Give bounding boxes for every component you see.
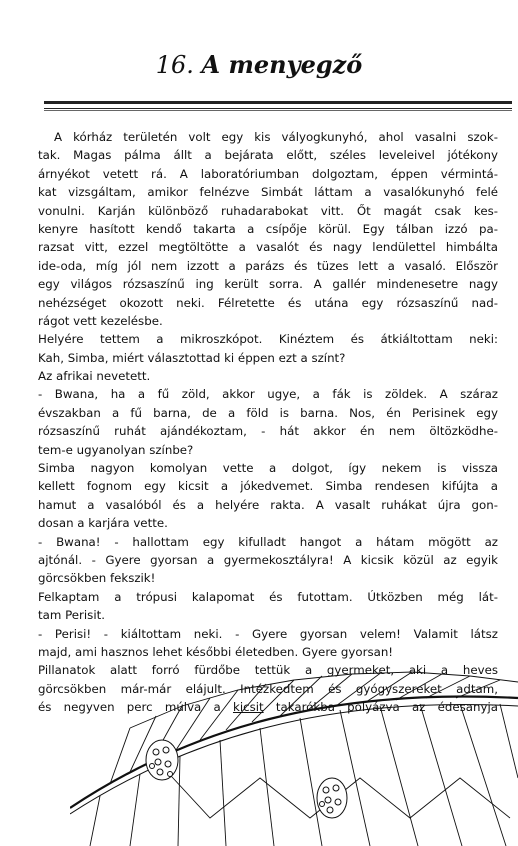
- text-line: ajtónál. - Gyere gyorsan a gyermekosztályra! A kicsik közül az egyik: [38, 552, 498, 567]
- text-line: dosan a karjára vette.: [38, 516, 168, 531]
- text-line: Felkaptam a trópusi kalapomat és futottam. Útközben még lát-: [38, 589, 498, 604]
- text-line: Pillanatok alatt forró fürdőbe tettük a gyermeket, aki a heves: [38, 663, 498, 678]
- text-line: - Bwana, ha a fű zöld, akkor ugye, a fák is zöldek. A száraz: [38, 387, 498, 402]
- body-text: [38, 128, 498, 717]
- text-line: kenyre hasított kendő takarta a csípője körül. Egy tálban izzó pa-: [38, 221, 498, 236]
- text-line: tem-e ugyanolyan színbe?: [38, 442, 194, 457]
- text-line: A kórház területén volt egy kis vályogkunyhó, ahol vasalni szok-: [54, 130, 498, 144]
- palm-frond-illustration: [70, 668, 518, 846]
- title-rule: [44, 101, 512, 109]
- text-line: Az afrikai nevetett.: [38, 369, 151, 384]
- fruit-cluster-right: [317, 778, 347, 818]
- chapter-name: A menyegző: [201, 50, 363, 79]
- text-line: nehézséget okozott neki. Félretette és utána egy rózsaszínű nad-: [38, 295, 498, 310]
- title-rule-thin: [44, 110, 512, 111]
- fruit-cluster-left: [146, 740, 178, 780]
- text-line: - Perisi! - kiáltottam neki. - Gyere gyorsan velem! Valamit látsz: [38, 626, 498, 641]
- text-line: Helyére tettem a mikroszkópot. Kinéztem és átkiáltottam neki:: [38, 332, 498, 347]
- text-line: razsat vitt, ezzel megtöltötte a vasalót és nagy lendülettel himbálta: [38, 240, 498, 255]
- text-line: majd, ami hasznos lehet későbbi életedben. Gyere gyorsan!: [38, 644, 394, 659]
- text-line: ide-oda, míg jól nem izzott a parázs és tüzes lett a vasaló. Először: [38, 258, 498, 273]
- text-line: vonulni. Karján különböző ruhadarabokat vitt. Őt magát csak kes-: [38, 203, 498, 218]
- text-line: és negyven perc múlva a kicsit takarókba pólyázva az édesanyja: [38, 700, 498, 715]
- text-line: rágot vett kezelésbe.: [38, 313, 163, 328]
- chapter-title: [0, 50, 518, 80]
- text-line: évszakban a fű barna, de a föld is barna. Nos, én Perisinek egy: [38, 405, 498, 420]
- text-line: kat vizsgáltam, amikor felnézve Simbát láttam a vasalókunyhó felé: [38, 185, 498, 200]
- text-line: hamut a vasalóból és a helyére rakta. A vasalt ruhákat újra gon-: [38, 497, 498, 512]
- text-line: görcsökben fekszik!: [38, 571, 156, 586]
- text-line: rózsaszínű ruhát ajándékoztam, - hát akkor én nem öltözködhe-: [38, 424, 498, 439]
- text-line: Simba nagyon komolyan vette a dolgot, így nekem is vissza: [38, 461, 498, 476]
- text-line: Kah, Simba, miért választottad ki éppen ezt a színt?: [38, 350, 346, 365]
- chapter-number: 16.: [155, 51, 194, 79]
- text-line: kellett fognom egy kicsit a jókedvemet. Simba rendesen kifújta a: [38, 479, 498, 494]
- text-line: tak. Magas pálma állt a bejárata előtt, széles leveleivel jótékony: [38, 148, 498, 163]
- underlined-word: kicsit: [232, 700, 264, 715]
- text-line: görcsökben már-már elájult. Intézkedtem és gyógyszereket adtam,: [38, 681, 498, 696]
- text-line: tam Perisit.: [38, 608, 105, 623]
- text-line: egy világos rózsaszínű ing került sorra. A gallér mindenesetre nagy: [38, 277, 498, 292]
- text-line: árnyékot vetett rá. A laboratóriumban dolgoztam, éppen vérmintá-: [38, 166, 498, 181]
- text-line: - Bwana! - hallottam egy kifulladt hangot a hátam mögött az: [38, 534, 498, 549]
